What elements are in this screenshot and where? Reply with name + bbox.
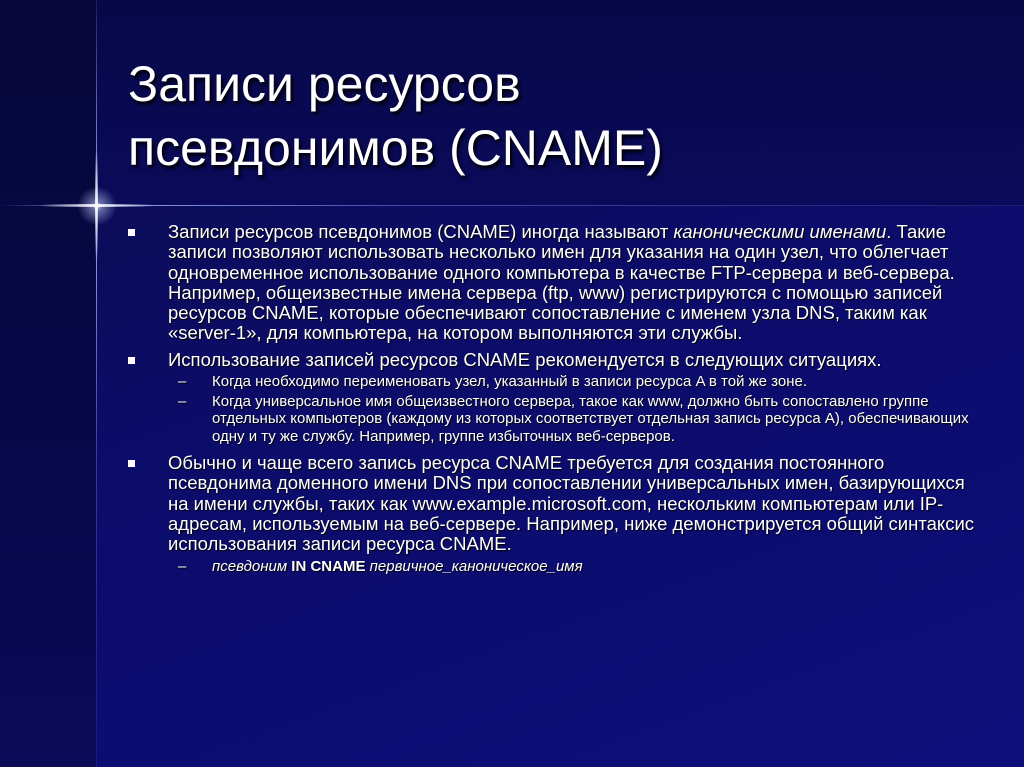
sub-item-2 xyxy=(128,393,988,446)
bullet-2-text: Использование записей ресурсов CNAME рекомендуется в следующих ситуациях. xyxy=(168,348,882,370)
square-bullet-icon xyxy=(128,229,135,236)
syntax-line xyxy=(128,558,988,576)
sparkle-ray-vertical xyxy=(95,150,98,260)
bullet-item-3 xyxy=(128,453,988,554)
dash-marker: – xyxy=(178,557,187,575)
syntax-list xyxy=(128,558,988,576)
syntax-alias: псевдоним xyxy=(212,557,288,575)
bullet-item-1 xyxy=(128,222,988,344)
bullet-item-2 xyxy=(128,350,988,370)
dash-marker: – xyxy=(178,373,187,391)
sub-list xyxy=(128,373,988,445)
syntax-keyword: IN CNAME xyxy=(291,557,366,575)
bullet-1-text-end: . Такие записи позволяют использовать несколько имен для указания на один узел, что облегчает одновременное использование одного компьютера в качестве FTP-сервера и веб-сервера. Например, общеизвестные имена сервера (ftp, www) регистрируются с помощью записей ресурсов CNAME, которые обеспечивают сопоставление с именем узла DNS, таким как «server-1», для компьютера, на котором выполняются эти службы. xyxy=(168,221,955,344)
title-line-2: псевдонимов (CNAME) xyxy=(128,120,663,176)
title-line-1: Записи ресурсов xyxy=(128,56,521,112)
bullet-1-italic-term: каноническими именами xyxy=(673,221,887,242)
dash-marker: – xyxy=(178,392,187,410)
sub-item-1-text: Когда необходимо переименовать узел, указанный в записи ресурса A в той же зоне. xyxy=(212,373,808,391)
syntax-target: первичное_каноническое_имя xyxy=(369,557,583,575)
square-bullet-icon xyxy=(128,460,135,467)
sub-item-2-text: Когда универсальное имя общеизвестного сервера, такое как www, должно быть сопоставлено группе отдельных компьютеров (каждому из которых соответствует отдельная запись ресурса A), обеспечивающих одну и ту же службу. Например, группе избыточных веб-серверов. xyxy=(212,392,969,445)
square-bullet-icon xyxy=(128,357,135,364)
left-decor-band xyxy=(0,0,96,767)
bullet-1-text-start: Записи ресурсов псевдонимов (CNAME) иногда называют xyxy=(168,221,674,242)
slide-body xyxy=(128,222,988,583)
sub-item-1 xyxy=(128,373,988,391)
bullet-3-text: Обычно и чаще всего запись ресурса CNAME требуется для создания постоянного псевдонима доменного имени DNS при сопоставлении универсальных имен, базирующихся на имени службы, таких как www.example.microsoft.com, нескольким компьютерам или IP-адресам, используемым на веб-сервере. Например, ниже демонстрируется общий синтаксис использования записи ресурса CNAME. xyxy=(168,452,975,555)
vertical-accent-line xyxy=(96,0,97,767)
slide-title xyxy=(128,52,988,180)
